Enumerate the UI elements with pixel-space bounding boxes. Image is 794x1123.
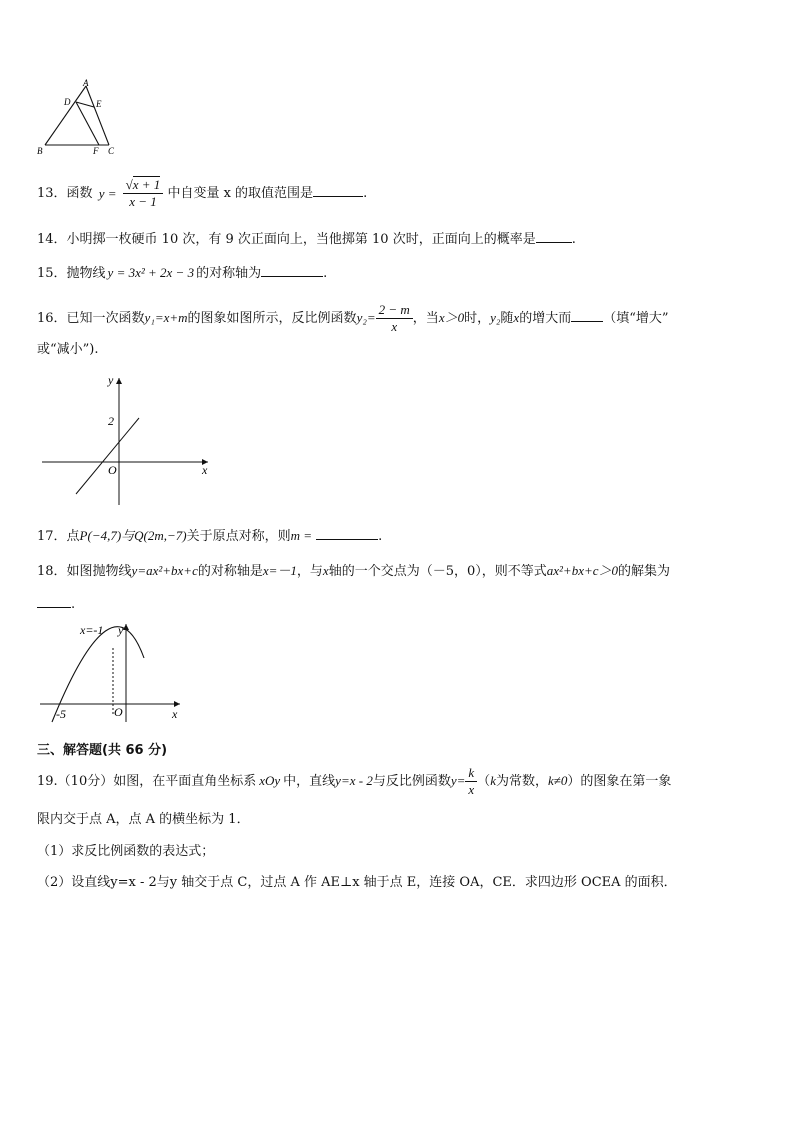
label-a: A — [83, 78, 89, 88]
answer-blank-15[interactable] — [261, 262, 323, 277]
axis-y-label: y — [108, 373, 114, 387]
question-19-sub2: （2）设直线y=x - 2与y 轴交于点 C，过点 A 作 AE⊥x 轴于点 E，连接 OA，CE．求四边形 OCEA 的面积． — [37, 875, 677, 890]
q19-fraction: $\frac{k}{x}$ — [465, 765, 477, 798]
question-19: 19.（10分）如图，在平面直角坐标系 xOy 中，直线y=x - 2与反比例函数y= $\frac{k}{x}$ （k为常数，k≠0）的图象在第一象 — [37, 765, 672, 797]
triangle-figure — [36, 78, 126, 160]
parabola-figure — [36, 618, 186, 726]
question-16: 16．已知一次函数y₁=x+m的图象如图所示，反比例函数y₂= $\frac{2 - m}{x}$ ，当x＞0时，y₂随x的增大而 （填“增大” — [37, 302, 669, 334]
symmetry-axis-label: x=-1 — [80, 623, 104, 637]
section-title: 三、解答题(共 66 分) — [37, 743, 168, 758]
q16-fraction: $\frac{2 - m}{x}$ — [376, 302, 413, 335]
label-f: F — [93, 146, 99, 156]
answer-blank-14[interactable] — [536, 228, 572, 243]
question-18-line2: . — [37, 593, 75, 615]
axis-x-label: x — [202, 463, 208, 477]
question-16-line2: 或“减小”). — [37, 342, 99, 357]
answer-blank-18[interactable] — [37, 593, 71, 608]
origin-label: O — [114, 705, 123, 719]
question-18: 18．如图抛物线y=ax²+bx+c的对称轴是x=－1，与x轴的一个交点为（－5，0），则不等式ax²+bx+c＞0的解集为 — [37, 563, 671, 579]
label-b: B — [37, 146, 43, 156]
question-19-line2: 限内交于点 A，点 A 的横坐标为 1． — [37, 812, 250, 827]
tick-2-label: 2 — [108, 414, 114, 428]
question-13: 13．函数 y = $\frac{√x + 1}{x - 1}$ 中自变量 x 的取值范围是 . — [37, 177, 368, 209]
q13-sqrt-fraction: $\frac{√x + 1}{x - 1}$ — [123, 177, 164, 210]
q13-fraction: y = — [98, 186, 117, 201]
question-14: 14．小明掷一枚硬币 10 次，有 9 次正面向上，当他掷第 10 次时，正面向上的概率是 . — [37, 228, 576, 250]
answer-blank-17[interactable] — [316, 525, 378, 540]
axis-y-label: y — [118, 623, 124, 637]
label-c: C — [108, 146, 115, 156]
origin-label: O — [108, 463, 117, 477]
axis-x-label: x — [172, 707, 178, 721]
answer-blank-13[interactable] — [313, 182, 363, 197]
root-label: -5 — [56, 707, 66, 721]
question-19-sub1: （1）求反比例函数的表达式； — [37, 844, 215, 859]
label-e: E — [96, 99, 102, 109]
answer-blank-16[interactable] — [571, 307, 603, 322]
linear-graph-figure — [36, 370, 216, 510]
question-15: 15．抛物线 y = 3x² + 2x − 3 的对称轴为 . — [37, 262, 327, 284]
label-d: D — [64, 97, 71, 107]
question-17: 17．点P(−4,7)与Q(2m,−7)关于原点对称，则m = . — [37, 525, 382, 547]
